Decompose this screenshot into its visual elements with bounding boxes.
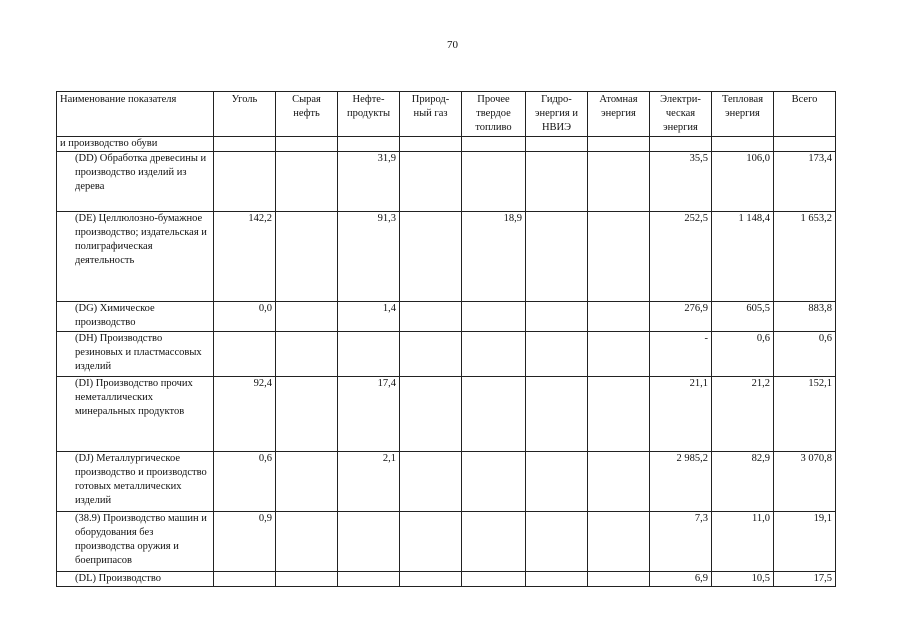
row-value-cell — [712, 137, 774, 152]
row-value-cell: 1 148,4 — [712, 212, 774, 302]
row-value-cell — [214, 152, 276, 212]
header-nuclear: Атомная энергия — [588, 92, 650, 137]
row-value-cell — [400, 377, 462, 452]
table-row — [57, 572, 836, 587]
header-coal: Уголь — [214, 92, 276, 137]
row-value-cell: 276,9 — [650, 302, 712, 332]
row-value-cell — [588, 152, 650, 212]
row-value-cell: 142,2 — [214, 212, 276, 302]
row-value-cell — [462, 512, 526, 572]
row-value-cell — [338, 572, 400, 587]
row-value-cell: - — [650, 332, 712, 377]
row-value-cell: 82,9 — [712, 452, 774, 512]
row-value-cell — [526, 512, 588, 572]
header-oil-products: Нефте-продукты — [338, 92, 400, 137]
row-value-cell — [338, 332, 400, 377]
row-value-cell — [400, 332, 462, 377]
row-value-cell: 0,9 — [214, 512, 276, 572]
row-value-cell — [526, 332, 588, 377]
row-value-cell — [588, 332, 650, 377]
row-value-cell: 21,2 — [712, 377, 774, 452]
row-value-cell — [276, 572, 338, 587]
table-row — [57, 302, 836, 332]
table-row — [57, 212, 836, 302]
row-value-cell: 6,9 — [650, 572, 712, 587]
row-value-cell — [276, 137, 338, 152]
page-number: 70 — [447, 39, 458, 51]
row-value-cell — [276, 377, 338, 452]
row-indicator-name: (DI) Производство прочих неметаллических минеральных продуктов — [57, 377, 214, 452]
row-value-cell — [462, 302, 526, 332]
energy-consumption-table — [56, 91, 836, 587]
row-value-cell: 7,3 — [650, 512, 712, 572]
row-value-cell — [338, 512, 400, 572]
row-value-cell — [400, 152, 462, 212]
row-indicator-name: (DG) Химическое производство — [57, 302, 214, 332]
row-value-cell — [588, 512, 650, 572]
row-value-cell — [462, 452, 526, 512]
row-indicator-name: и производство обуви — [57, 137, 214, 152]
row-value-cell: 10,5 — [712, 572, 774, 587]
header-crude-oil: Сырая нефть — [276, 92, 338, 137]
row-value-cell — [462, 152, 526, 212]
row-value-cell: 92,4 — [214, 377, 276, 452]
row-indicator-name: (DE) Целлюлозно-бумажное производство; издательская и полиграфическая деятельность — [57, 212, 214, 302]
row-value-cell: 18,9 — [462, 212, 526, 302]
row-value-cell: 19,1 — [774, 512, 836, 572]
row-value-cell — [400, 137, 462, 152]
row-value-cell: 17,5 — [774, 572, 836, 587]
row-value-cell: 3 070,8 — [774, 452, 836, 512]
table-row — [57, 512, 836, 572]
row-value-cell: 21,1 — [650, 377, 712, 452]
row-value-cell: 2 985,2 — [650, 452, 712, 512]
table-row — [57, 332, 836, 377]
row-value-cell — [526, 572, 588, 587]
row-value-cell — [276, 212, 338, 302]
row-value-cell — [214, 332, 276, 377]
row-value-cell: 0,6 — [214, 452, 276, 512]
row-indicator-name: (DH) Производство резиновых и пластмассовых изделий — [57, 332, 214, 377]
row-value-cell — [526, 212, 588, 302]
row-value-cell — [588, 452, 650, 512]
row-value-cell — [526, 137, 588, 152]
header-other-solid-fuel: Прочее твердое топливо — [462, 92, 526, 137]
header-row — [57, 92, 836, 137]
row-value-cell — [214, 137, 276, 152]
row-value-cell — [526, 377, 588, 452]
row-value-cell — [276, 332, 338, 377]
row-value-cell: 152,1 — [774, 377, 836, 452]
row-value-cell: 2,1 — [338, 452, 400, 512]
row-value-cell — [400, 302, 462, 332]
row-value-cell: 252,5 — [650, 212, 712, 302]
table-row — [57, 452, 836, 512]
row-value-cell — [462, 137, 526, 152]
row-indicator-name: (DL) Производство — [57, 572, 214, 587]
row-value-cell — [526, 302, 588, 332]
row-value-cell — [400, 452, 462, 512]
row-value-cell — [400, 512, 462, 572]
row-value-cell — [276, 512, 338, 572]
row-value-cell — [526, 452, 588, 512]
row-value-cell: 173,4 — [774, 152, 836, 212]
row-value-cell — [588, 572, 650, 587]
row-value-cell: 0,6 — [712, 332, 774, 377]
row-value-cell: 35,5 — [650, 152, 712, 212]
table-body — [57, 137, 836, 587]
row-value-cell: 605,5 — [712, 302, 774, 332]
row-value-cell — [276, 302, 338, 332]
row-value-cell — [588, 377, 650, 452]
row-value-cell — [276, 152, 338, 212]
row-value-cell — [338, 137, 400, 152]
row-value-cell: 17,4 — [338, 377, 400, 452]
table-row — [57, 377, 836, 452]
row-value-cell — [588, 212, 650, 302]
table-row — [57, 137, 836, 152]
row-value-cell: 31,9 — [338, 152, 400, 212]
row-value-cell: 883,8 — [774, 302, 836, 332]
row-value-cell: 106,0 — [712, 152, 774, 212]
row-value-cell — [774, 137, 836, 152]
header-heat: Тепловая энергия — [712, 92, 774, 137]
row-indicator-name: (38.9) Производство машин и оборудования без производства оружия и боеприпасов — [57, 512, 214, 572]
row-value-cell — [214, 572, 276, 587]
table-row — [57, 152, 836, 212]
header-electricity: Электри-ческая энергия — [650, 92, 712, 137]
row-value-cell — [462, 572, 526, 587]
row-value-cell: 0,6 — [774, 332, 836, 377]
row-value-cell: 1,4 — [338, 302, 400, 332]
row-value-cell — [526, 152, 588, 212]
row-value-cell — [588, 302, 650, 332]
row-value-cell: 0,0 — [214, 302, 276, 332]
header-natural-gas: Природ-ный газ — [400, 92, 462, 137]
row-value-cell — [400, 572, 462, 587]
row-indicator-name: (DJ) Металлургическое производство и производство готовых металлических изделий — [57, 452, 214, 512]
row-value-cell — [462, 377, 526, 452]
row-value-cell — [276, 452, 338, 512]
row-value-cell — [400, 212, 462, 302]
row-value-cell: 91,3 — [338, 212, 400, 302]
header-indicator-name: Наименование показателя — [57, 92, 214, 137]
row-value-cell: 11,0 — [712, 512, 774, 572]
row-value-cell: 1 653,2 — [774, 212, 836, 302]
row-value-cell — [462, 332, 526, 377]
row-value-cell — [588, 137, 650, 152]
header-total: Всего — [774, 92, 836, 137]
row-indicator-name: (DD) Обработка древесины и производство изделий из дерева — [57, 152, 214, 212]
row-value-cell — [650, 137, 712, 152]
header-hydro-renewables: Гидро-энергия и НВИЭ — [526, 92, 588, 137]
